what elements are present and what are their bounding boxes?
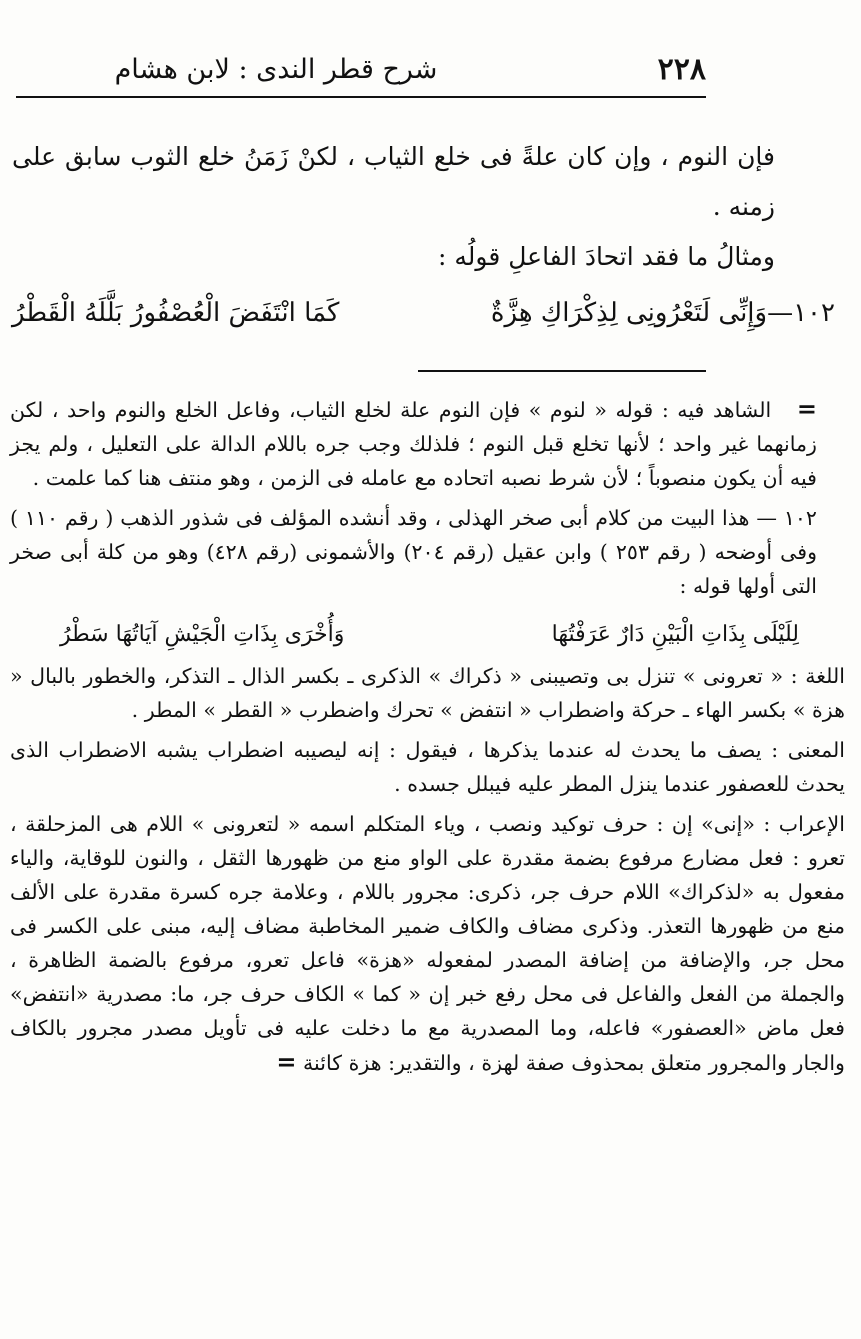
note-poem-hemistich-1: لِلَيْلَى بِذَاتِ الْبَيْنِ دَارٌ عَرَفْتُهَا (551, 622, 799, 647)
verse-102 (12, 286, 835, 340)
end-continuation-mark: = (276, 1047, 297, 1076)
note-maana: المعنى : يصف ما يحدث له عندما يذكرها ، فيقول : إنه ليصيبه اضطراب يشبه الاضطراب الذى يحدث للعصفور عندما ينزل المطر عليه فيبلل جسده . (10, 738, 845, 796)
main-text (12, 132, 835, 340)
note-irab-text: الإعراب : «إنى» إن : حرف توكيد ونصب ، وياء المتكلم اسمه « لتعرونى » اللام هى المزحلقة ، تعرو : فعل مضارع مرفوع بضمة مقدرة على الواو منع من ظهورها الثقل ، والنون للوقاية، والياء مفعول به «لذكراك» اللام حرف جر، ذكرى: مجرور باللام ، وعلامة جره كسرة مقدرة على الألف منع من ظهورها التعذر. وذكرى مضاف والكاف ضمير المخاطبة مضاف إليه، مبنى على الكسر فى محل جر، والإضافة من إضافة المصدر لمفعوله «هزة» فاعل تعرو، مرفوع بالضمة الظاهرة ، والجملة من الفعل والفاعل فى محل رفع خبر إن « كما » الكاف حرف جر، ما: مصدرية «انتفض» فعل ماض «العصفور» فاعله، وما المصدرية مع ما دخلت عليه فى تأويل مصدر مجرور بالكاف والجار والمجرور متعلق بمحذوف صفة لهزة ، والتقدير: هزة كائنة (10, 812, 845, 1075)
note-lugha: اللغة : « تعرونى » تنزل بى وتصيبنى « ذكراك » الذكرى ـ بكسر الذال ـ التذكر، والخطور بالبال « هزة » بكسر الهاء ـ حركة واضطراب « انتفض » تحرك واضطرب « القطر » المطر . (10, 664, 845, 722)
note-shahid (10, 392, 845, 495)
continuation-mark: = (796, 394, 818, 423)
main-paragraph (12, 132, 835, 232)
page-number: ٢٢٨ (657, 52, 706, 87)
note-source: ١٠٢ — هذا البيت من كلام أبى صخر الهذلى ، وقد أنشده المؤلف فى شذور الذهب ( رقم ١١٠ ) وفى أوضحه ( رقم ٢٥٣ ) وابن عقيل (رقم ٢٠٤) والأشمونى (رقم ٤٢٨) وهو من كلة أبى صخر التى أولها قوله : (10, 506, 818, 598)
note-irab (10, 807, 845, 1080)
main-example-intro: ومثالُ ما فقد اتحادَ الفاعلِ قولُه : (438, 242, 775, 271)
note-poem (10, 609, 845, 659)
note-poem-hemistich-2: وَأُخْرَى بِذَاتِ الْجَيْشِ آيَاتُهَا سَطْرُ (60, 622, 345, 647)
verse-hemistich-2: كَمَا انْتَفَضَ الْعُصْفُورُ بَلَّلَهُ الْقَطْرُ (12, 298, 340, 328)
header-rule (16, 96, 706, 98)
verse-first-half (491, 286, 835, 340)
footnotes (10, 392, 845, 1086)
verse-hemistich-1: وَإِنِّى لَتَعْرُونِى لِذِكْرَاكِ هِزَّةٌ (490, 298, 768, 328)
page-header (16, 52, 706, 98)
running-title: شرح قطر الندى : لابن هشام (114, 54, 438, 85)
main-line-1: فإن النوم ، وإن كان علةً فى خلع الثياب ، لكنْ زَمَنُ خلع الثوب سابق (65, 142, 776, 171)
note-shahid-text: الشاهد فيه : قوله « لنوم » فإن النوم علة لخلع الثياب، وفاعل الخلع والنوم واحد ، لكن زمانهما غير واحد ؛ لأنها تخلع قبل النوم ؛ فلذلك وجب جره باللام الدالة على التعليل ، ولم يجز فيه أن يكون منصوباً ؛ لأن شرط نصبه اتحاده مع عامله فى الزمن ، وهو منتف هنا كما علمت . (10, 398, 817, 490)
verse-number: ١٠٢— (767, 298, 835, 328)
footnote-rule (418, 370, 706, 372)
main-line-2: على زمنه . (12, 142, 775, 221)
